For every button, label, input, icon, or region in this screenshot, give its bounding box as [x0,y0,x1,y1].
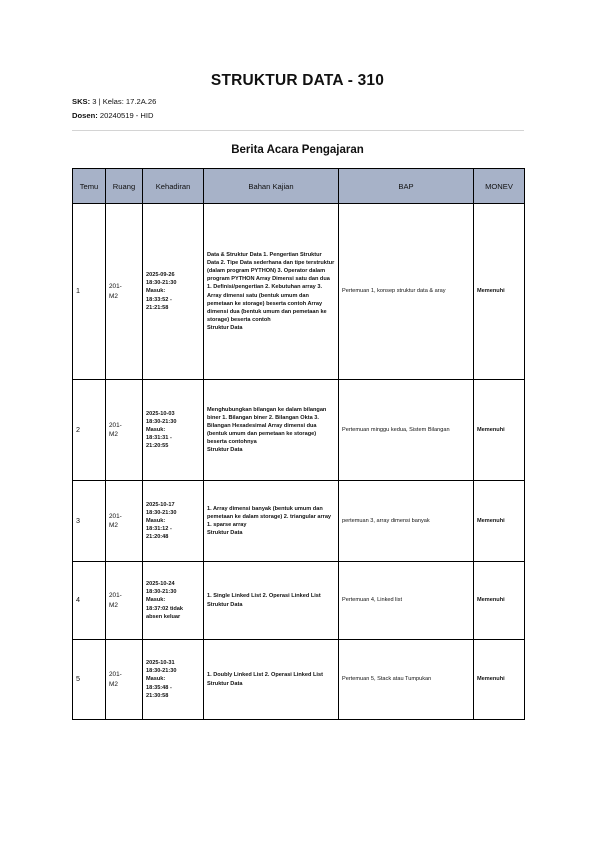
cell-bap: Pertemuan 4, Linked list [339,562,474,640]
cell-bahan-kajian: Menghubungkan bilangan ke dalam bilangan biner 1. Bilangan biner 2. Bilangan Okta 3. Bilangan Hexadesimal Array dimensi dua (bentuk umum dan pemetaan ke storage) beserta contohnya Struktur Data [204,380,339,481]
cell-kehadiran: 2025-10-17 18:30-21:30 Masuk: 18:31:12 - 21:20:48 [143,481,204,562]
cell-kehadiran: 2025-10-24 18:30-21:30 Masuk: 18:37:02 tidak absen keluar [143,562,204,640]
cell-temu: 1 [73,204,106,380]
cell-bap: Pertemuan 5, Stack atau Tumpukan [339,640,474,720]
cell-bap: pertemuan 3, array dimensi banyak [339,481,474,562]
sks-kelas-value: 3 | Kelas: 17.2A.26 [92,97,157,106]
cell-bap: Pertemuan minggu kedua, Sistem Bilangan [339,380,474,481]
header-divider [72,130,524,131]
cell-ruang: 201- M2 [106,562,143,640]
col-header-bahan-kajian: Bahan Kajian [204,169,339,204]
table-row [73,640,525,720]
cell-monev: Memenuhi [474,380,525,481]
cell-ruang: 201- M2 [106,640,143,720]
cell-ruang: 201- M2 [106,204,143,380]
cell-bahan-kajian: 1. Doubly Linked List 2. Operasi Linked List Struktur Data [204,640,339,720]
sks-label: SKS: [72,97,91,106]
col-header-ruang: Ruang [106,169,143,204]
table-row [73,380,525,481]
cell-monev: Memenuhi [474,481,525,562]
cell-bahan-kajian: 1. Single Linked List 2. Operasi Linked List Struktur Data [204,562,339,640]
cell-bap: Pertemuan 1, konsep struktur data & aray [339,204,474,380]
cell-temu: 3 [73,481,106,562]
table-header-row [73,169,525,204]
cell-ruang: 201- M2 [106,380,143,481]
section-title: Berita Acara Pengajaran [231,144,364,156]
col-header-temu: Temu [73,169,106,204]
sks-kelas-line [72,97,156,106]
table-row [73,562,525,640]
col-header-monev: MONEV [474,169,525,204]
cell-bahan-kajian: 1. Array dimensi banyak (bentuk umum dan pemetaan ke dalam storage) 2. triangular array 1. sparse array Struktur Data [204,481,339,562]
table-row [73,481,525,562]
cell-temu: 2 [73,380,106,481]
cell-monev: Memenuhi [474,562,525,640]
cell-kehadiran: 2025-10-31 18:30-21:30 Masuk: 18:35:48 - 21:30:58 [143,640,204,720]
dosen-label: Dosen: [72,111,98,120]
table-row [73,204,525,380]
cell-kehadiran: 2025-09-26 18:30-21:30 Masuk: 18:33:52 - 21:21:58 [143,204,204,380]
cell-monev: Memenuhi [474,204,525,380]
dosen-value: 20240519 - HID [99,111,154,120]
cell-temu: 4 [73,562,106,640]
cell-temu: 5 [73,640,106,720]
cell-bahan-kajian: Data & Struktur Data 1. Pengertian Struktur Data 2. Tipe Data sederhana dan tipe terstruktur (dalam program PYTHON) 3. Operator dalam program PYTHON Array Dimensi satu dan dua 1. Definisi/pengertian 2. Kebutuhan array 3. Array dimensi satu (bentuk umum dan pemetaan ke storage) beserta contoh Array dimensi dua (bentuk umum dan pemetaan ke storage) beserta contoh Struktur Data [204,204,339,380]
col-header-bap: BAP [339,169,474,204]
cell-kehadiran: 2025-10-03 18:30-21:30 Masuk: 18:31:31 - 21:20:55 [143,380,204,481]
cell-ruang: 201- M2 [106,481,143,562]
page-title: STRUKTUR DATA - 310 [210,72,385,89]
col-header-kehadiran: Kehadiran [143,169,204,204]
cell-monev: Memenuhi [474,640,525,720]
bap-table [72,168,525,720]
dosen-line [72,111,154,120]
